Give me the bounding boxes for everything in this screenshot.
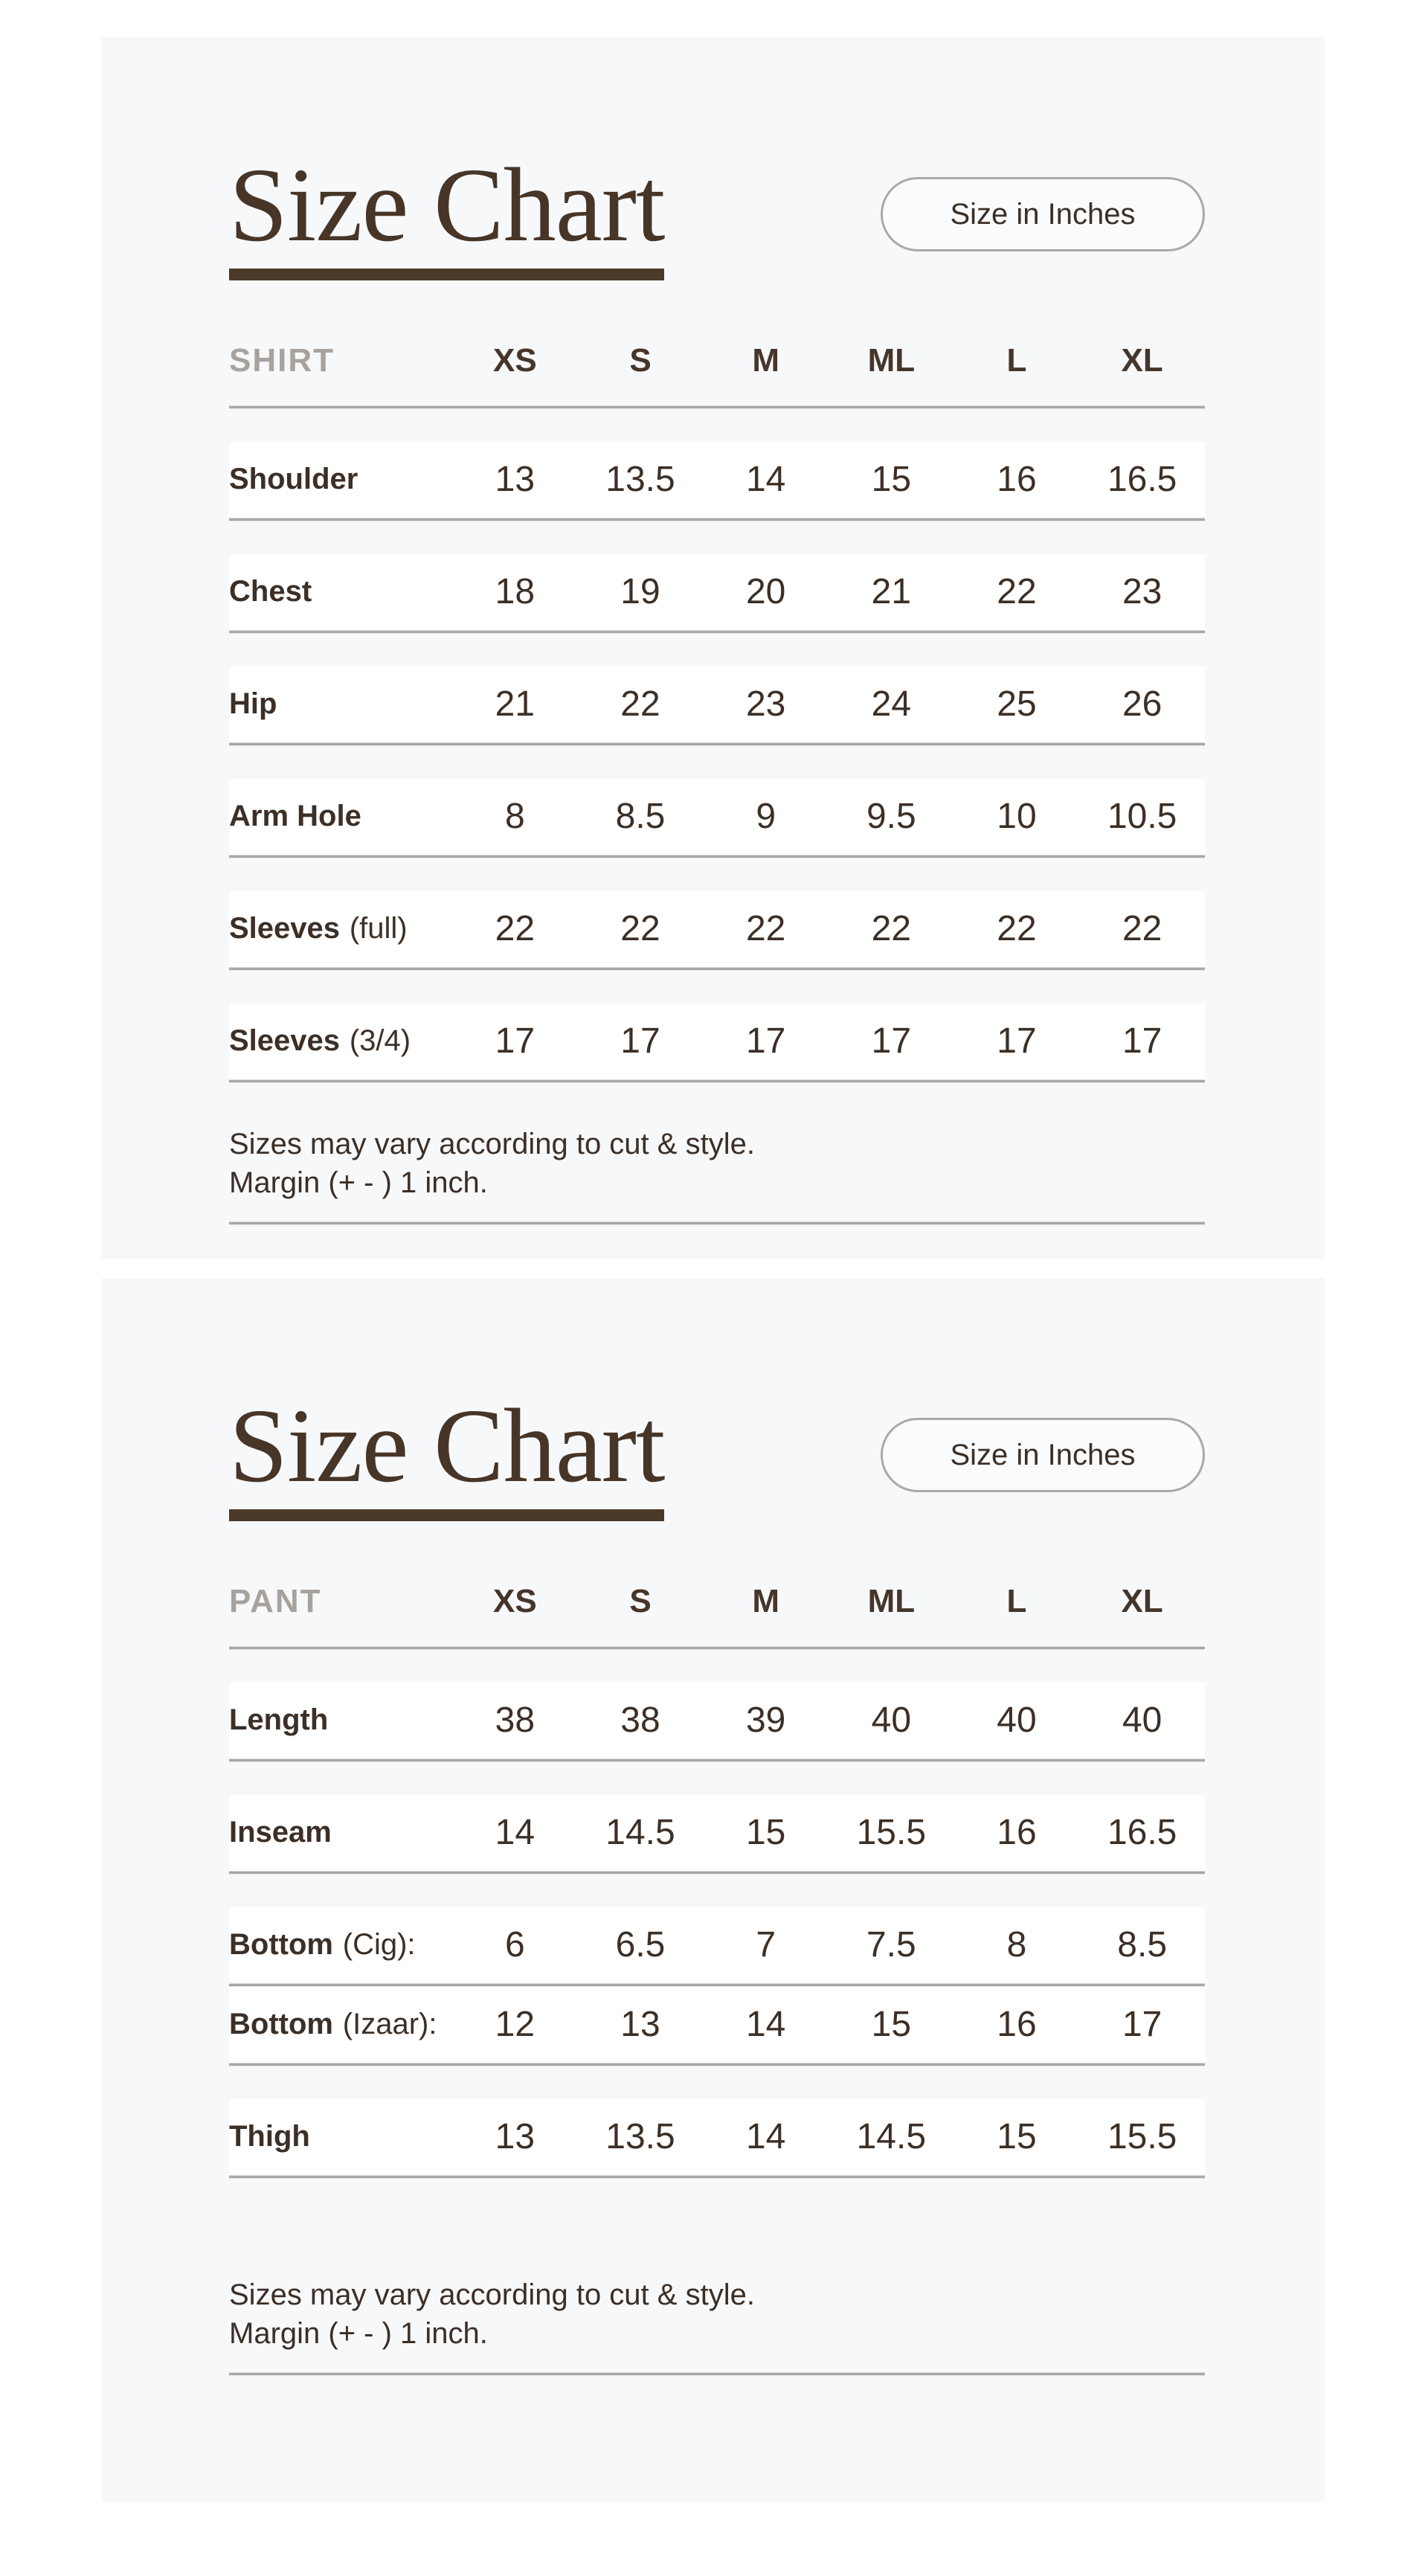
row-divider: [229, 630, 1205, 634]
size-value: 15: [745, 1813, 786, 1853]
page-title: Size Chart: [229, 1387, 665, 1504]
table-row: [229, 1795, 1205, 1871]
row-label: [229, 687, 452, 721]
row-divider: [229, 1079, 1205, 1083]
row-label: [229, 1816, 452, 1849]
row-label-main: Chest: [229, 575, 312, 608]
footer-divider: [229, 1221, 1205, 1225]
size-header-cell: M: [752, 341, 779, 379]
size-value: 22: [745, 909, 786, 949]
size-value: 7: [756, 1925, 776, 1965]
size-value: 14: [745, 460, 786, 500]
size-value: 16.5: [1107, 1813, 1177, 1853]
title-row: [229, 1278, 1205, 1521]
size-value: 17: [1122, 1021, 1162, 1061]
size-value: 8: [1006, 1925, 1027, 1965]
size-value: 14: [745, 2005, 786, 2045]
note-text: Sizes may vary according to cut & style.: [229, 2278, 755, 2311]
size-value: 13: [495, 460, 536, 500]
title-underline: [229, 269, 664, 280]
row-label: [229, 1928, 452, 1962]
size-value: 12: [495, 2005, 536, 2045]
size-value: 40: [997, 1700, 1037, 1741]
note-text: Margin (+ - ) 1 inch.: [229, 2316, 488, 2350]
size-value: 10.5: [1107, 797, 1177, 837]
size-value: 17: [871, 1021, 912, 1061]
size-value: 17: [620, 1021, 660, 1061]
size-chart-panel-shirt: [102, 37, 1325, 1259]
row-divider: [229, 855, 1205, 858]
size-header-cell: XS: [492, 1582, 537, 1619]
row-label: [229, 463, 452, 496]
table-row: [229, 779, 1205, 855]
size-value: 17: [1122, 2005, 1162, 2045]
size-value: 14.5: [856, 2117, 927, 2157]
row-label-main: Length: [229, 1703, 329, 1737]
notes-block: [229, 2275, 1205, 2353]
category-label: PANT: [229, 1582, 322, 1619]
size-value: 17: [997, 1021, 1037, 1061]
size-value: 15: [871, 2005, 912, 2045]
page: [0, 37, 1428, 2576]
size-value: 22: [997, 909, 1037, 949]
size-value: 9.5: [866, 797, 916, 837]
size-value: 18: [495, 572, 536, 612]
row-label-main: Arm Hole: [229, 800, 361, 833]
table-header-row: [229, 1581, 1205, 1622]
size-value: 17: [745, 1021, 786, 1061]
size-header-cell: ML: [867, 341, 916, 379]
row-divider: [229, 2063, 1205, 2066]
size-value: 19: [620, 572, 660, 612]
row-label-main: Hip: [229, 687, 277, 721]
size-value: 7.5: [866, 1925, 916, 1965]
table-row: [229, 554, 1205, 630]
size-value: 23: [1122, 572, 1162, 612]
table-row: [229, 1003, 1205, 1079]
row-label-suffix: (Cig):: [342, 1928, 416, 1962]
size-value: 38: [495, 1700, 536, 1741]
size-value: 22: [495, 909, 536, 949]
row-label: [229, 1024, 452, 1058]
footer-divider: [229, 2372, 1205, 2376]
row-divider: [229, 967, 1205, 971]
size-value: 38: [620, 1700, 660, 1741]
table-row: [229, 1987, 1205, 2063]
notes-block: [229, 1125, 1205, 1202]
size-value: 16: [997, 1813, 1037, 1853]
size-header-cell: XL: [1121, 1582, 1163, 1619]
size-value: 6.5: [615, 1925, 666, 1965]
title-block: [229, 1387, 665, 1521]
note-text: Margin (+ - ) 1 inch.: [229, 1166, 488, 1199]
size-value: 16: [997, 460, 1037, 500]
size-header-cell: XL: [1121, 341, 1163, 379]
row-label-suffix: (full): [349, 912, 408, 945]
title-row: [229, 37, 1205, 280]
size-value: 20: [745, 572, 786, 612]
row-label-main: Sleeves: [229, 912, 341, 945]
table-row: [229, 1683, 1205, 1758]
row-label-main: Shoulder: [229, 463, 358, 496]
size-value: 22: [997, 572, 1037, 612]
size-value: 23: [745, 684, 786, 725]
size-value: 8: [504, 797, 525, 837]
row-label-suffix: (Izaar):: [342, 2008, 437, 2041]
table-row: [229, 2099, 1205, 2175]
size-value: 40: [1122, 1700, 1162, 1741]
size-value: 14.5: [605, 1813, 675, 1853]
size-header-cell: S: [629, 341, 652, 379]
category-label: SHIRT: [229, 341, 335, 379]
header-divider: [229, 405, 1205, 409]
size-value: 14: [495, 1813, 536, 1853]
row-label: [229, 2120, 452, 2153]
size-value: 22: [620, 909, 660, 949]
row-label-main: Bottom: [229, 2008, 333, 2041]
page-title: Size Chart: [229, 146, 665, 263]
table-row: [229, 891, 1205, 967]
note-text: Sizes may vary according to cut & style.: [229, 1127, 755, 1160]
size-value: 15: [871, 460, 912, 500]
size-value: 14: [745, 2117, 786, 2157]
row-label: [229, 2008, 452, 2041]
row-label-suffix: (3/4): [349, 1024, 411, 1058]
size-value: 21: [495, 684, 536, 725]
size-unit-button[interactable]: Size in Inches: [881, 1418, 1205, 1492]
size-value: 16: [997, 2005, 1037, 2045]
size-value: 26: [1122, 684, 1162, 725]
row-label-main: Sleeves: [229, 1024, 341, 1058]
size-header-cell: M: [752, 1582, 779, 1619]
size-value: 13: [620, 2005, 660, 2045]
size-value: 17: [495, 1021, 536, 1061]
size-value: 10: [997, 797, 1037, 837]
size-value: 6: [504, 1925, 525, 1965]
size-value: 24: [871, 684, 912, 725]
size-header-cell: XS: [492, 341, 537, 379]
size-value: 25: [997, 684, 1037, 725]
row-divider: [229, 1758, 1205, 1762]
row-label-main: Thigh: [229, 2120, 310, 2153]
size-value: 8.5: [615, 797, 666, 837]
table-row: [229, 442, 1205, 518]
size-value: 9: [756, 797, 776, 837]
size-value: 13.5: [605, 2117, 675, 2157]
size-value: 15.5: [1107, 2117, 1177, 2157]
row-divider: [229, 518, 1205, 521]
size-chart-panel-pant: [102, 1278, 1325, 2502]
row-label-main: Inseam: [229, 1816, 332, 1849]
size-header-cell: ML: [867, 1582, 916, 1619]
size-header-cell: L: [1006, 341, 1027, 379]
table-row: [229, 1907, 1205, 1983]
row-label-main: Bottom: [229, 1928, 333, 1962]
size-value: 39: [745, 1700, 786, 1741]
title-underline: [229, 1509, 664, 1521]
row-divider: [229, 1871, 1205, 1875]
size-value: 13.5: [605, 460, 675, 500]
table-row: [229, 667, 1205, 742]
size-value: 22: [1122, 909, 1162, 949]
size-value: 22: [871, 909, 912, 949]
row-label: [229, 575, 452, 608]
table-header-row: [229, 340, 1205, 382]
size-value: 15.5: [856, 1813, 927, 1853]
size-value: 16.5: [1107, 460, 1177, 500]
size-value: 13: [495, 2117, 536, 2157]
title-block: [229, 146, 665, 280]
header-divider: [229, 1646, 1205, 1650]
size-header-cell: S: [629, 1582, 652, 1619]
size-value: 22: [620, 684, 660, 725]
row-label: [229, 1703, 452, 1737]
size-header-cell: L: [1006, 1582, 1027, 1619]
size-value: 8.5: [1117, 1925, 1168, 1965]
size-value: 40: [871, 1700, 912, 1741]
size-unit-button[interactable]: Size in Inches: [881, 177, 1205, 251]
row-label: [229, 800, 452, 833]
size-value: 15: [997, 2117, 1037, 2157]
row-divider: [229, 2175, 1205, 2179]
row-divider: [229, 742, 1205, 746]
size-value: 21: [871, 572, 912, 612]
row-label: [229, 912, 452, 945]
